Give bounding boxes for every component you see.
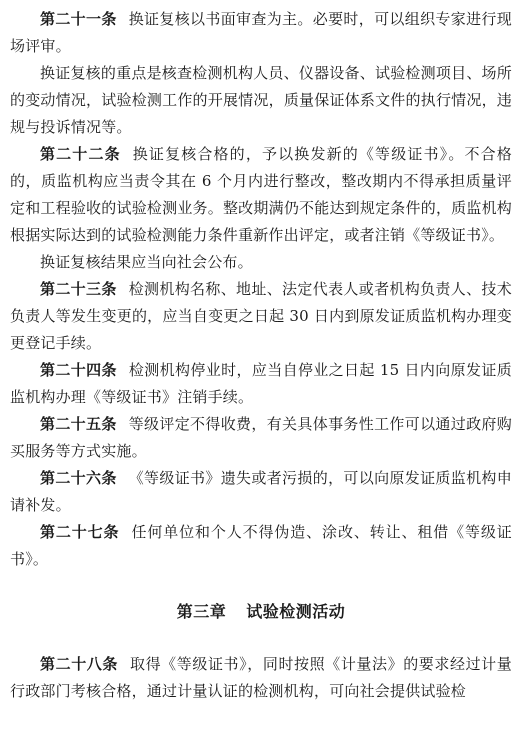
article-25 [10, 411, 512, 465]
article-text: 检测机构名称、地址、法定代表人或者机构负责人、技术负责人等发生变更的，应当自变更之日起 30 日内到原发证质监机构办理变更登记手续。 [10, 280, 512, 352]
article-26 [10, 465, 512, 519]
article-27 [10, 519, 512, 573]
article-number: 第二十四条 [40, 361, 117, 379]
article-text: 检测机构停业时，应当自停业之日起 15 日内向原发证质监机构办理《等级证书》注销手续。 [10, 361, 512, 406]
article-text: 等级评定不得收费，有关具体事务性工作可以通过政府购买服务等方式实施。 [10, 415, 512, 460]
article-number: 第二十七条 [40, 523, 120, 541]
article-text: 任何单位和个人不得伪造、涂改、转让、租借《等级证书》。 [10, 523, 512, 568]
article-23 [10, 276, 512, 357]
article-number: 第二十八条 [40, 655, 118, 673]
article-28 [10, 651, 512, 705]
article-number: 第二十二条 [40, 145, 121, 163]
article-text: 换证复核以书面审查为主。必要时，可以组织专家进行现场评审。 [10, 10, 512, 55]
paragraph-text: 换证复核的重点是核查检测机构人员、仪器设备、试验检测项目、场所的变动情况，试验检测工作的开展情况，质量保证体系文件的执行情况，违规与投诉情况等。 [10, 64, 512, 136]
article-22 [10, 141, 512, 249]
article-24 [10, 357, 512, 411]
article-number: 第二十三条 [40, 280, 117, 298]
article-number: 第二十一条 [40, 10, 117, 28]
paragraph [10, 60, 512, 141]
article-number: 第二十五条 [40, 415, 117, 433]
paragraph [10, 249, 512, 276]
paragraph-text: 换证复核结果应当向社会公布。 [40, 253, 253, 271]
chapter-title: 试验检测活动 [246, 602, 346, 621]
article-text: 换证复核合格的，予以换发新的《等级证书》。不合格的，质监机构应当责令其在 6 个月内进行整改，整改期内不得承担质量评定和工程验收的试验检测业务。整改期满仍不能达到规定条件的，质监机构根据实际达到的试验检测能力条件重新作出评定，或者注销《等级证书》。 [10, 145, 512, 244]
chapter-heading [10, 599, 512, 625]
article-text: 取得《等级证书》，同时按照《计量法》的要求经过计量行政部门考核合格，通过计量认证的检测机构，可向社会提供试验检 [10, 655, 512, 700]
article-text: 《等级证书》遗失或者污损的，可以向原发证质监机构申请补发。 [10, 469, 512, 514]
article-21 [10, 6, 512, 60]
chapter-number: 第三章 [176, 602, 227, 621]
article-number: 第二十六条 [40, 469, 117, 487]
